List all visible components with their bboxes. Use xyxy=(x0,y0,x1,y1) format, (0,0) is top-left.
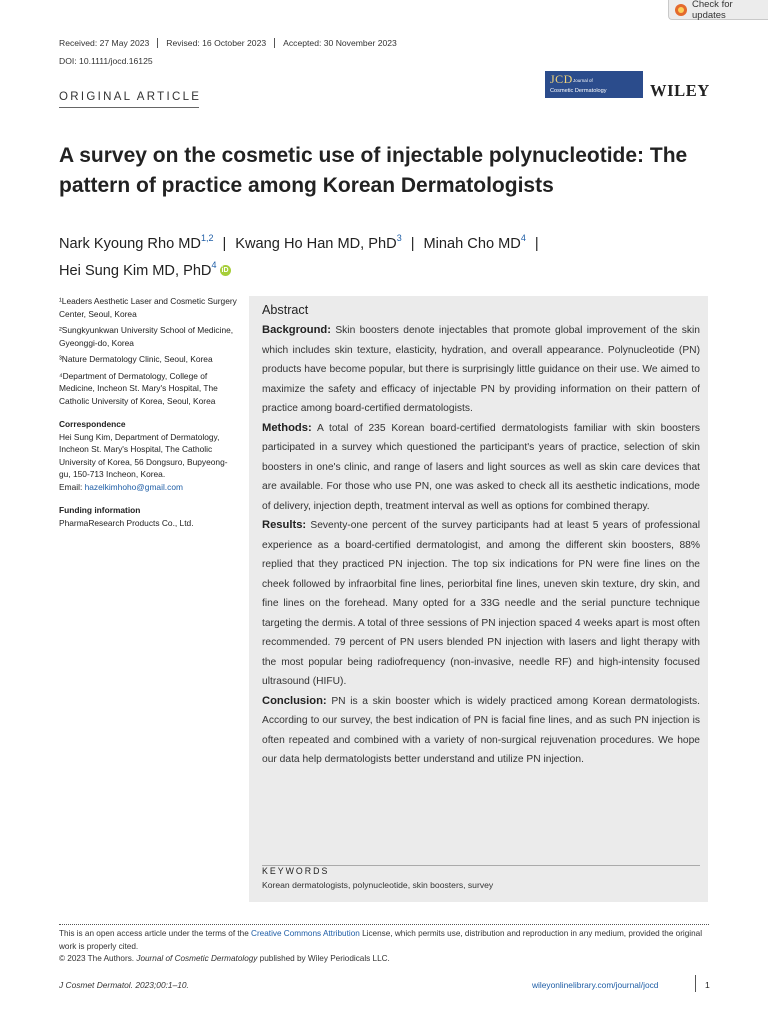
license-pre: This is an open access article under the terms of the xyxy=(59,929,252,938)
funding-text: PharmaResearch Products Co., Ltd. xyxy=(59,517,194,528)
section-text: Seventy-one percent of the survey participants had at least 5 years of professional experience as a board-certified dermatologist, and among the different skin boosters, 88% replied that they practiced PN injection. The top six indications for PN were fine lines on the cheek followed by infraorbital fine lines, periorbital fine lines, uneven skin texture, dry skin, and fine lines on the forehead. Many opted for a 33G needle and the serial puncture technique targeting the dermis. A total of three sessions of PN injection spaced 4 weeks apart is most often recommended. 79 percent of PN users blended PN injection with lasers and light therapy with the most popular being radiofrequency (non-invasive, needle RF) and high-intensity focused ultrasound (HIFU). xyxy=(262,520,700,687)
abstract-box xyxy=(249,296,708,902)
journal-logo-small: Journal of xyxy=(573,78,593,83)
article-type-rule xyxy=(59,107,199,108)
doi[interactable]: DOI: 10.1111/jocd.16125 xyxy=(59,56,153,66)
crossmark-icon xyxy=(675,4,687,16)
license-notice xyxy=(59,928,719,966)
journal-logo xyxy=(545,71,643,98)
author-affiliation-ref[interactable]: 3 xyxy=(396,233,402,243)
accepted-date: Accepted: 30 November 2023 xyxy=(274,38,405,48)
correspondence-address: Hei Sung Kim, Department of Dermatology, Incheon St. Mary's Hospital, The Catholic University of Korea, 56 Dongsuro, Bupyeong-gu, 150-713 Incheon, Korea. xyxy=(59,431,228,479)
keywords-heading: KEYWORDS xyxy=(262,866,330,876)
orcid-icon[interactable]: iD xyxy=(221,267,229,275)
affiliation: ¹Leaders Aesthetic Laser and Cosmetic Surgery Center, Seoul, Korea xyxy=(59,296,237,319)
received-date: Received: 27 May 2023 xyxy=(59,38,150,48)
publisher-logo: WILEY xyxy=(650,81,710,100)
check-for-updates-label: Check for updates xyxy=(692,0,733,21)
journal-logo-abbrev: JCD xyxy=(550,72,573,86)
author-separator: | xyxy=(222,235,227,252)
affiliation: ⁴Department of Dermatology, College of Medicine, Incheon St. Mary's Hospital, The Catholic University of Korea, Seoul, Korea xyxy=(59,370,218,406)
left-column xyxy=(59,295,239,529)
journal-url-link[interactable]: wileyonlinelibrary.com/journal/jocd xyxy=(532,980,659,990)
abstract-background xyxy=(262,321,700,419)
abstract-methods xyxy=(262,419,700,517)
dates-line xyxy=(59,38,405,48)
section-label: Conclusion: xyxy=(262,694,327,707)
copyright-journal: Journal of Cosmetic Dermatology xyxy=(136,954,258,963)
check-for-updates-button[interactable] xyxy=(668,0,768,20)
section-label: Results: xyxy=(262,519,307,531)
funding-heading: Funding information xyxy=(59,505,141,515)
section-label: Methods: xyxy=(262,421,312,434)
abstract-heading: Abstract xyxy=(262,303,309,317)
license-link[interactable]: Creative Commons Attribution xyxy=(251,929,360,938)
affiliation: ²Sungkyunkwan University School of Medicine, Gyeonggi-do, Korea xyxy=(59,325,234,348)
section-label: Background: xyxy=(262,324,331,336)
author-list xyxy=(59,228,699,282)
article-type: ORIGINAL ARTICLE xyxy=(59,91,202,103)
section-text: PN is a skin booster which is widely practiced among Korean dermatologists. According to our survey, the best indication of PN is facial fine lines, and as such PN injection is often repeated and combined with a variety of non-surgical rejuvenation procedures. We hope our data help dermatologists better understand and utilize PN injection. xyxy=(262,695,700,765)
email-label: Email: xyxy=(59,481,85,492)
author-name: Kwang Ho Han MD, PhD xyxy=(235,235,397,252)
correspondence-heading: Correspondence xyxy=(59,419,126,429)
email-link[interactable]: hazelkimhoho@gmail.com xyxy=(84,481,183,492)
abstract-body xyxy=(262,321,700,770)
author-name: Minah Cho MD xyxy=(423,235,521,252)
author-affiliation-ref[interactable]: 4 xyxy=(520,233,526,243)
keywords-list: Korean dermatologists, polynucleotide, skin boosters, survey xyxy=(262,880,494,890)
copyright-pre: © 2023 The Authors. xyxy=(59,954,137,963)
footer-divider xyxy=(59,924,709,925)
author-name: Nark Kyoung Rho MD xyxy=(59,235,201,252)
footer-separator xyxy=(695,975,696,992)
revised-date: Revised: 16 October 2023 xyxy=(157,38,274,48)
page-number: 1 xyxy=(705,980,710,990)
correspondence-text xyxy=(59,431,239,494)
author-separator: | xyxy=(410,235,415,252)
author-separator: | xyxy=(534,235,539,252)
journal-reference xyxy=(59,980,189,990)
affiliation: ³Nature Dermatology Clinic, Seoul, Korea xyxy=(59,354,213,364)
author-name: Hei Sung Kim MD, PhD xyxy=(59,262,212,279)
copyright-post: published by Wiley Periodicals LLC. xyxy=(257,954,390,963)
paper-title: A survey on the cosmetic use of injectable polynucleotide: The pattern of practice among Korean Dermatologists xyxy=(59,144,688,197)
journal-reference-text: J Cosmet Dermatol. 2023;00:1–10. xyxy=(59,980,189,990)
author-affiliation-ref[interactable]: 4 xyxy=(211,259,217,270)
journal-logo-name: Cosmetic Dermatology xyxy=(550,88,607,94)
section-text: A total of 235 Korean board-certified dermatologists familiar with skin boosters participated in a survey which questioned the participant's years of practice, selection of skin boosters in one's clinic, and range of lasers and light sources as well as skin care devices that are available. For those who use PN, one was asked to check all its aesthetic indications, mode of delivery, injection depth, treatment interval as well as options for combined therapy. xyxy=(262,422,700,512)
license-post: License, which permits use, distribution and reproduction in any medium, provided the original work is properly cited. xyxy=(59,929,703,951)
section-text: Skin boosters denote injectables that promote global improvement of the skin which includes skin texture, elasticity, hydration, and overall appearance. Polynucleotide (PN) products have become popular, but there is surprisingly little guidance on their use. We aimed to maximize the safety and efficacy of injectable PN by providing information on their pattern of practice among board-certified dermatologists. xyxy=(262,325,700,414)
abstract-conclusion xyxy=(262,692,700,770)
abstract-results xyxy=(262,516,700,692)
author-affiliation-ref[interactable]: 1,2 xyxy=(200,233,214,243)
